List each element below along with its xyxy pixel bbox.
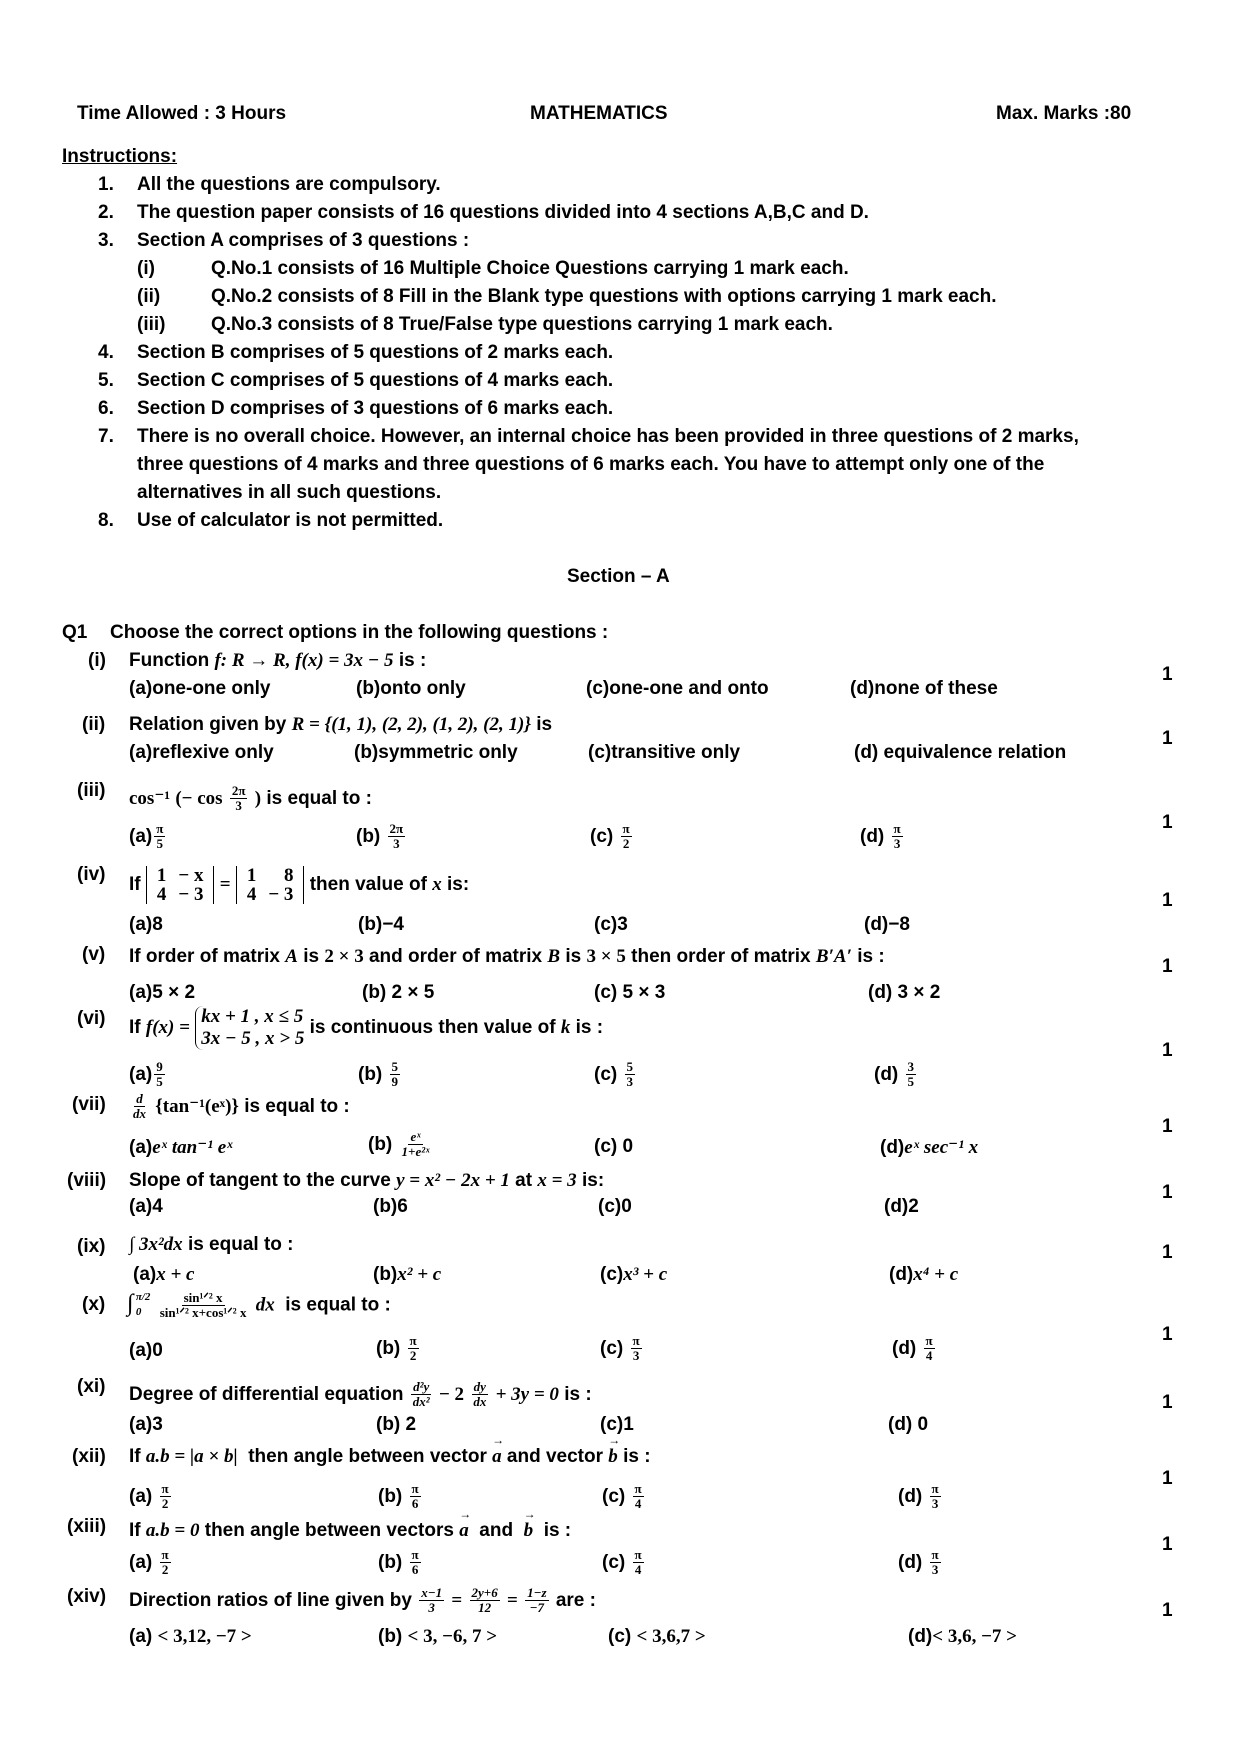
sub-instruction-num: (ii) [137, 286, 161, 307]
option-a: (a) $\frac{\pi}{5}$ [129, 821, 164, 852]
option-d: (d) 3 × 2 [868, 982, 941, 1003]
option-d: (d) equivalence relation [854, 742, 1067, 763]
marks: 1 [1162, 1040, 1173, 1061]
matrix-left: 1 − x 4 − 3 [146, 866, 215, 904]
marks: 1 [1162, 956, 1173, 977]
instruction-num: 6. [98, 398, 114, 419]
sub-question-text: cos⁻¹ (− cos $\frac{2\pi}{3}$ ) is equal to : [129, 783, 372, 814]
marks: 1 [1162, 1242, 1173, 1263]
sub-question-text: Relation given by R = {(1, 1), (2, 2), (1, 2), (2, 1)} is [129, 714, 553, 735]
option-a: (a) $\frac{\pi}{2}$ [129, 1481, 169, 1512]
option-d: (d)−8 [864, 914, 910, 935]
matrix-right: 1 8 4 − 3 [236, 866, 305, 904]
option-a: (a) $\frac{\pi}{2}$ [129, 1547, 169, 1578]
option-a: (a)eˣ tan⁻¹ eˣ [129, 1137, 233, 1158]
option-b: (b) 2 × 5 [362, 982, 435, 1003]
sub-question-number: (iv) [77, 864, 106, 885]
sub-instruction-num: (iii) [137, 314, 166, 335]
marks: 1 [1162, 1392, 1173, 1413]
sub-question-text: If a.b = 0 then angle between vectors → a and → b is : [129, 1520, 571, 1542]
option-c: (c) 0 [594, 1136, 634, 1157]
marks: 1 [1162, 1534, 1173, 1555]
option-d: (d)eˣ sec⁻¹ x [880, 1137, 979, 1158]
sub-instruction-num: (i) [137, 258, 155, 279]
marks: 1 [1162, 890, 1173, 911]
option-b: (b) $\frac{\pi}{6}$ [378, 1547, 419, 1578]
option-d: (d) $\frac{\pi}{3}$ [860, 821, 901, 852]
option-c: (c)0 [598, 1196, 632, 1217]
sub-question-number: (xii) [72, 1446, 106, 1467]
instruction-text: Section B comprises of 5 questions of 2 marks each. [137, 342, 614, 363]
instruction-num: 3. [98, 230, 114, 251]
instruction-text: There is no overall choice. However, an internal choice has been provided in three questions of 2 marks, [137, 426, 1079, 447]
sub-instruction-text: Q.No.1 consists of 16 Multiple Choice Questions carrying 1 mark each. [211, 258, 849, 279]
option-c: (c) $\frac{5}{3}$ [594, 1059, 633, 1090]
option-d: (d) $\frac{\pi}{4}$ [892, 1333, 933, 1364]
sub-question-text: ∫ 3x²dx is equal to : [129, 1234, 294, 1255]
option-b: (b)symmetric only [354, 742, 518, 763]
option-c: (c) 5 × 3 [594, 982, 666, 1003]
option-c: (c)one-one and onto [586, 678, 769, 699]
option-a: (a)reflexive only [129, 742, 274, 763]
sub-question-text: If a.b = |a × b| then angle between vector → a and vector → b is : [129, 1446, 651, 1468]
marks: 1 [1162, 728, 1173, 749]
instruction-text: Section A comprises of 3 questions : [137, 230, 470, 251]
marks: 1 [1162, 1600, 1173, 1621]
option-b: (b) $\frac{5}{9}$ [358, 1059, 399, 1090]
option-b: (b) $\frac{2\pi}{3}$ [356, 821, 404, 852]
question-number: Q1 [62, 622, 88, 643]
option-b: (b) < 3, −6, 7 > [378, 1626, 498, 1647]
section-title: Section – A [567, 566, 670, 587]
instruction-num: 4. [98, 342, 114, 363]
sub-question-number: (viii) [67, 1170, 107, 1191]
sub-question-number: (i) [88, 650, 106, 671]
sub-question-number: (v) [82, 944, 106, 965]
sub-question-text: If 1 − x 4 − 3 = 1 8 4 − 3 then value of x is: [129, 865, 470, 905]
sub-question-number: (xi) [77, 1376, 106, 1397]
option-b: (b) $\frac{\pi}{6}$ [378, 1481, 419, 1512]
sub-question-number: (x) [82, 1294, 106, 1315]
instruction-text: alternatives in all such questions. [137, 482, 442, 503]
option-b: (b)onto only [356, 678, 466, 699]
option-a: (a) < 3,12, −7 > [129, 1626, 252, 1647]
instruction-text: Use of calculator is not permitted. [137, 510, 444, 531]
option-d: (d) 0 [888, 1414, 929, 1435]
marks: 1 [1162, 1468, 1173, 1489]
instruction-text: All the questions are compulsory. [137, 174, 441, 195]
option-d: (d)< 3,6, −7 > [908, 1626, 1017, 1647]
subject-title: MATHEMATICS [530, 103, 668, 124]
marks: 1 [1162, 1116, 1173, 1137]
option-b: (b) $\frac{\pi}{2}$ [376, 1333, 417, 1364]
marks: 1 [1162, 664, 1173, 685]
option-b: (b)x² + c [373, 1264, 442, 1285]
instruction-text: Section D comprises of 3 questions of 6 marks each. [137, 398, 614, 419]
option-d: (d) $\frac{\pi}{3}$ [898, 1547, 939, 1578]
option-c: (c)x³ + c [600, 1264, 668, 1285]
instruction-num: 1. [98, 174, 114, 195]
sub-instruction-text: Q.No.3 consists of 8 True/False type questions carrying 1 mark each. [211, 314, 833, 335]
time-allowed: Time Allowed : 3 Hours [77, 103, 287, 124]
instruction-num: 2. [98, 202, 114, 223]
sub-instruction-text: Q.No.2 consists of 8 Fill in the Blank type questions with options carrying 1 mark each. [211, 286, 997, 307]
piecewise-function: kx + 1 , x ≤ 5 3x − 5 , x > 5 [195, 1006, 304, 1050]
sub-question-text: Slope of tangent to the curve y = x² − 2x + 1 at x = 3 is: [129, 1170, 605, 1191]
option-d: (d)none of these [850, 678, 998, 699]
option-d: (d)x⁴ + c [889, 1264, 959, 1285]
option-b: (b)6 [373, 1196, 408, 1217]
instruction-num: 5. [98, 370, 114, 391]
instructions-heading: Instructions: [62, 146, 178, 167]
sub-question-text: Function f: R → R, f(x) = 3x − 5 is : [129, 650, 427, 671]
sub-question-text: If order of matrix A is 2 × 3 and order of matrix B is 3 × 5 then order of matrix B′A′ is : [129, 946, 885, 967]
option-a: (a)4 [129, 1196, 163, 1217]
option-c: (c) < 3,6,7 > [608, 1626, 706, 1647]
instruction-num: 7. [98, 426, 114, 447]
option-d: (d) $\frac{3}{5}$ [874, 1059, 915, 1090]
sub-question-number: (ix) [77, 1236, 106, 1257]
option-a: (a)x + c [133, 1264, 195, 1285]
sub-question-number: (iii) [77, 780, 106, 801]
instruction-text: The question paper consists of 16 questions divided into 4 sections A,B,C and D. [137, 202, 869, 223]
sub-question-number: (vii) [72, 1094, 106, 1115]
sub-question-text: ∫ π/2 0 $\frac{\text{sin¹ᐟ² x}}{\text{sin¹ᐟ² x+cos¹ᐟ² x}}$ dx is equal to : [127, 1289, 391, 1320]
sub-question-text: Direction ratios of line given by $\frac{x-1}{3}$ = $\frac{2y+6}{12}$ = $\frac{1-z}{-7}$ are : [129, 1585, 596, 1616]
option-d: (d) $\frac{\pi}{3}$ [898, 1481, 939, 1512]
option-c: (c)1 [600, 1414, 634, 1435]
option-a: (a) $\frac{9}{5}$ [129, 1059, 163, 1090]
max-marks: Max. Marks :80 [996, 103, 1132, 124]
sub-question-text: $\frac{d}{dx}$ {tan⁻¹(eˣ)} is equal to : [133, 1091, 350, 1122]
option-a: (a)one-one only [129, 678, 271, 699]
instruction-num: 8. [98, 510, 114, 531]
option-b: (b)−4 [358, 914, 404, 935]
option-a: (a)3 [129, 1414, 163, 1435]
instruction-text: three questions of 4 marks and three questions of 6 marks each. You have to attempt only one of the [137, 454, 1045, 475]
option-c: (c) $\frac{\pi}{4}$ [602, 1481, 642, 1512]
option-c: (c) $\frac{\pi}{3}$ [600, 1333, 640, 1364]
option-c: (c)transitive only [588, 742, 741, 763]
marks: 1 [1162, 812, 1173, 833]
option-b: (b) 2 [376, 1414, 417, 1435]
sub-question-number: (ii) [82, 714, 106, 735]
marks: 1 [1162, 1182, 1173, 1203]
question-prompt: Choose the correct options in the following questions : [110, 622, 609, 643]
sub-question-text: If f(x) = kx + 1 , x ≤ 5 3x − 5 , x > 5 is continuous then value of k is : [129, 1006, 604, 1049]
instruction-text: Section C comprises of 5 questions of 4 marks each. [137, 370, 614, 391]
option-b: (b) $\frac{\text{eˣ}}{\text{1+e²ˣ}}$ [368, 1129, 430, 1160]
option-c: (c)3 [594, 914, 628, 935]
option-a: (a)0 [129, 1340, 163, 1361]
option-c: (c) $\frac{\pi}{4}$ [602, 1547, 642, 1578]
option-d: (d)2 [884, 1196, 919, 1217]
marks: 1 [1162, 1324, 1173, 1345]
sub-question-text: Degree of differential equation $\frac{\text{d²y}}{\text{dx²}}$ − 2 $\frac{dy}{dx}$ + 3y = 0 is : [129, 1379, 592, 1410]
option-a: (a)8 [129, 914, 163, 935]
sub-question-number: (xiii) [67, 1516, 107, 1537]
sub-question-number: (xiv) [67, 1586, 107, 1607]
sub-question-number: (vi) [77, 1008, 106, 1029]
option-c: (c) $\frac{\pi}{2}$ [590, 821, 630, 852]
option-a: (a)5 × 2 [129, 982, 196, 1003]
